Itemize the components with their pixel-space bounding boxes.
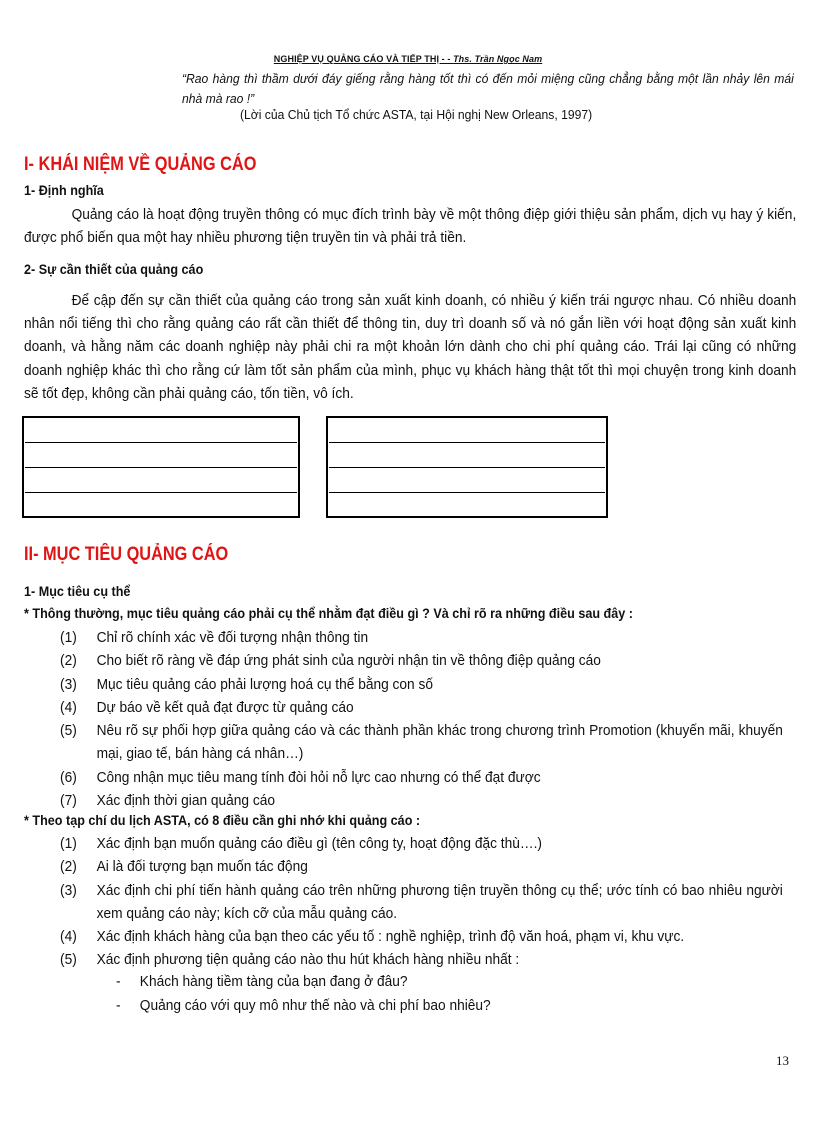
- note-line: [329, 467, 605, 468]
- definition-paragraph: Quảng cáo là hoạt động truyền thông có mục đích trình bày về một thông điệp giới thiệu sản phẩm, dịch vụ hay ý kiến, được phổ biến qua một hay nhiều phương tiện truyền tin và phải trả tiền.: [24, 206, 797, 247]
- dash-item: - Quảng cáo với quy mô như thế nào và chi phí bao nhiêu?: [116, 997, 491, 1014]
- list-item: (3) Xác định chi phí tiến hành quảng cáo trên những phương tiện truyền thông cụ thể; ước tính có bao nhiêu người xem quảng cáo này; kích cỡ của mẫu quảng cáo.: [60, 881, 783, 922]
- asta-list: [60, 832, 816, 972]
- list-item: (1) Xác định bạn muốn quảng cáo điều gì (tên công ty, hoạt động đặc thù….): [60, 835, 542, 852]
- running-header: [0, 54, 816, 64]
- list-item: (7) Xác định thời gian quảng cáo: [60, 792, 276, 810]
- page-number: 13: [776, 1053, 789, 1068]
- blank-note-boxes: [22, 416, 612, 522]
- epigraph-quote: “Rao hàng thì thầm dưới đáy giếng rằng hàng tốt thì có đến mỏi miệng cũng chẳng bằng một lần nhảy lên mái nhà mà rao !”: [182, 71, 794, 106]
- subsection-specific-goals-heading: 1- Mục tiêu cụ thể: [24, 583, 131, 599]
- subsection-definition-heading: 1- Định nghĩa: [24, 182, 104, 198]
- dash-item: - Khách hàng tiềm tàng của bạn đang ở đâu?: [116, 973, 408, 990]
- asta-lead-text: * Theo tạp chí du lịch ASTA, có 8 điều cần ghi nhớ khi quảng cáo :: [24, 812, 421, 828]
- list-item: (6) Công nhận mục tiêu mang tính đòi hỏi nỗ lực cao nhưng có thể đạt được: [60, 768, 541, 786]
- list-item: (3) Mục tiêu quảng cáo phải lượng hoá cụ thể bằng con số: [60, 675, 433, 693]
- note-line: [329, 492, 605, 493]
- list-item: (2) Cho biết rõ ràng về đáp ứng phát sinh của người nhận tin về thông điệp quảng cáo: [60, 652, 601, 670]
- note-box-right: [326, 416, 608, 518]
- epigraph-source: (Lời của Chủ tịch Tổ chức ASTA, tại Hội nghị New Orleans, 1997): [240, 107, 593, 122]
- note-line: [25, 442, 297, 443]
- note-line: [25, 492, 297, 493]
- section-2-heading: II- MỤC TIÊU QUẢNG CÁO: [24, 544, 229, 565]
- goals-lead-text: * Thông thường, mục tiêu quảng cáo phải cụ thể nhằm đạt điều gì ? Và chỉ rõ ra những điều sau đây :: [24, 605, 633, 621]
- section-1-heading: I- KHÁI NIỆM VỀ QUẢNG CÁO: [24, 154, 257, 175]
- list-item: (5) Nêu rõ sự phối hợp giữa quảng cáo và các thành phần khác trong chương trình Promotion (khuyến mãi, khuyến mại, giao tế, bán hàng cá nhân…): [60, 722, 783, 763]
- header-title: NGHIỆP VỤ QUẢNG CÁO VÀ TIẾP THỊ - -: [273, 54, 454, 64]
- note-box-left: [22, 416, 300, 518]
- header-author: Ths. Trần Ngọc Nam: [453, 54, 543, 64]
- note-line: [329, 442, 605, 443]
- note-line: [25, 467, 297, 468]
- list-item: (2) Ai là đối tượng bạn muốn tác động: [60, 858, 308, 876]
- list-item: (4) Dự báo về kết quả đạt được từ quảng cáo: [60, 698, 354, 716]
- goals-list: [60, 626, 816, 812]
- list-item: (4) Xác định khách hàng của bạn theo các yếu tố : nghề nghiệp, trình độ văn hoá, phạm vi, khu vực.: [60, 928, 685, 946]
- necessity-paragraph: Để cập đến sự cần thiết của quảng cáo trong sản xuất kinh doanh, có nhiều ý kiến trái ngược nhau. Có nhiều doanh nhân nổi tiếng thì cho rằng quảng cáo rất cần thiết để thông tin, duy trì doanh số và nó gắn liền với hoạt động sản xuất kinh doanh, và hằng năm các doanh nghiệp này phải chi ra một khoản lớn dành cho chi phí quảng cáo. Trái lại cũng có những doanh nghiệp khác thì cho rằng cứ làm tốt sản phẩm của mình, phục vụ khách hàng thật tốt thì mọi chuyện trong kinh doanh sẽ tốt đẹp, không cần phải quảng cáo, tốn tiền, vô ích.: [24, 292, 797, 402]
- subsection-necessity-heading: 2- Sự cần thiết của quảng cáo: [24, 261, 204, 277]
- list-item: (1) Chỉ rõ chính xác về đối tượng nhận thông tin: [60, 629, 369, 646]
- list-item: (5) Xác định phương tiện quảng cáo nào thu hút khách hàng nhiều nhất :: [60, 951, 520, 969]
